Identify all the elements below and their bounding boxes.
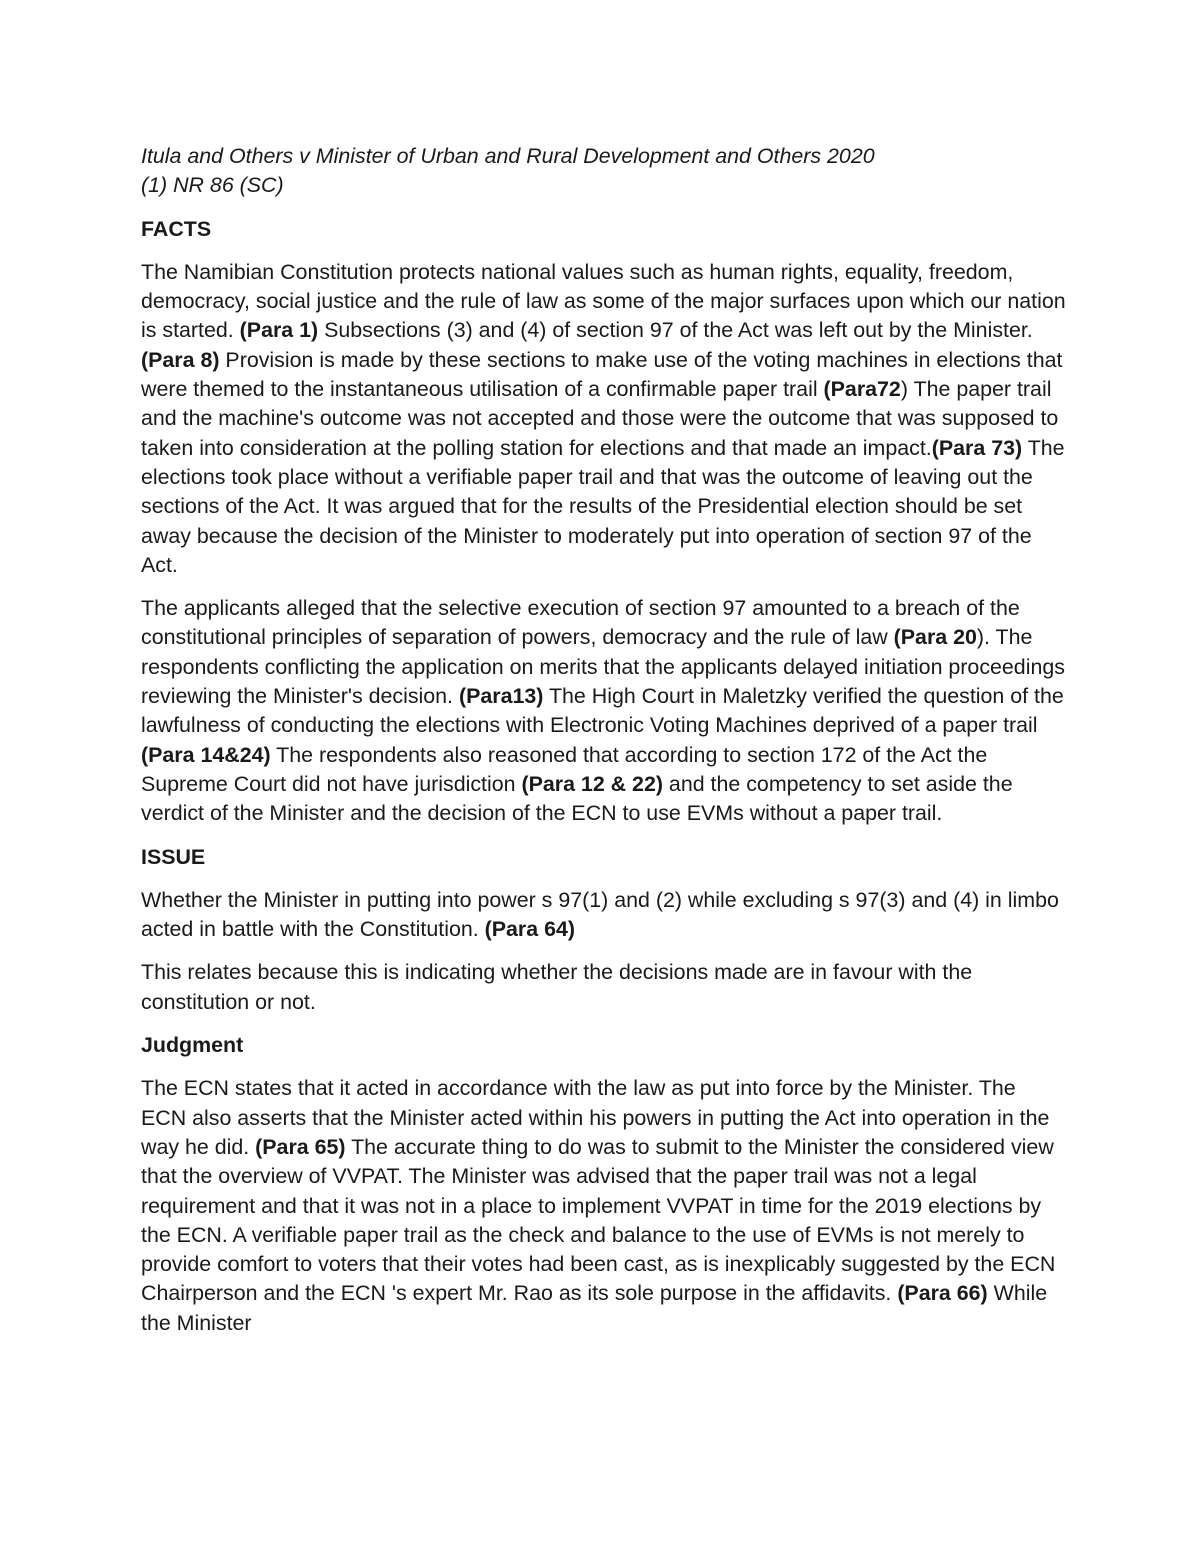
text-run: The Namibian Constitution protects national values such as human rights, equality, freedom, democracy, social justice and the rule of law as some of the major surfaces upon which our nation is started. — [141, 259, 1066, 343]
text-run: The ECN states that it acted in accordance with the law as put into force by the Minister. The ECN also asserts that the Minister acted within his powers in putting the Act into operation in the way he did. — [141, 1076, 1050, 1159]
para-reference: (Para 8) — [141, 347, 220, 372]
text-run: The respondents also reasoned that according to section 172 of the Act the Supreme Court did not have jurisdiction — [141, 742, 988, 796]
text-run: The elections took place without a verifiable paper trail and that was the outcome of leaving out the sections of the Act. It was argued that for the results of the Presidential election should be set away because the decision of the Minister to moderately put into operation of section 97 of the Act. — [141, 435, 1065, 577]
para-reference: (Para 64) — [484, 917, 576, 942]
case-citation-line-1: Itula and Others v Minister of Urban and Rural Development and Others 2020 — [141, 144, 875, 168]
issue-paragraph-2: This relates because this is indicating whether the decisions made are in favour with the constitution or not. — [141, 960, 973, 1014]
para-reference: (Para 66) — [897, 1281, 988, 1306]
para-reference: (Para 12 & 22) — [521, 771, 663, 796]
text-run: ) The paper trail and the machine's outcome was not accepted and those were the outcome that was supposed to taken into consideration at the polling station for elections and that made an impact. — [141, 377, 1059, 460]
case-citation — [141, 142, 1066, 201]
text-run: and the competency to set aside the verdict of the Minister and the decision of the ECN to use EVMs without a paper trail. — [141, 771, 1013, 826]
text-run: Provision is made by these sections to make use of the voting machines in elections that were themed to the instantaneous utilisation of a confirmable paper trail — [141, 347, 1063, 402]
text-run: ). The respondents conflicting the application on merits that the applicants delayed initiation proceedings reviewing the Minister's decision. — [141, 625, 1065, 709]
facts-paragraph-1 — [141, 258, 1066, 580]
facts-paragraph-2 — [141, 594, 1066, 828]
para-reference: (Para 73) — [931, 435, 1023, 460]
document-page — [141, 142, 1066, 1352]
issue-heading: ISSUE — [141, 844, 206, 869]
text-run: The High Court in Maletzky verified the question of the lawfulness of conducting the elections with Electronic Voting Machines deprived of a paper trail — [141, 684, 1064, 738]
text-run: Whether the Minister in putting into power s 97(1) and (2) while excluding s 97(3) and (4) in limbo acted in battle with the Constitution. — [141, 887, 1059, 942]
para-reference: (Para 14&24) — [141, 742, 271, 767]
para-reference: (Para 65) — [255, 1134, 346, 1159]
judgment-heading: Judgment — [141, 1033, 244, 1058]
text-run: The accurate thing to do was to submit to the Minister the considered view that the overview of VVPAT. The Minister was advised that the paper trail was not a legal requirement and that it was not in a place to implement VVPAT in time for the 2019 elections by the ECN. A verifiable paper trail as the check and balance to the use of EVMs is not merely to provide comfort to voters that their votes had been cast, as is inexplicably suggested by the ECN Chairperson and the ECN 's expert Mr. Rao as its sole purpose in the affidavits. — [141, 1134, 1056, 1306]
text-run: Subsections (3) and (4) of section 97 of the Act was left out by the Minister. — [318, 318, 1033, 343]
case-citation-line-2: (1) NR 86 (SC) — [141, 173, 284, 198]
issue-paragraph-1 — [141, 886, 1066, 945]
para-reference: (Para 20 — [893, 625, 977, 650]
text-run: While the Minister — [141, 1281, 1048, 1335]
para-reference: (Para 1) — [239, 318, 319, 343]
facts-heading: FACTS — [141, 216, 212, 241]
para-reference: (Para13) — [458, 684, 544, 709]
para-reference: (Para72 — [823, 377, 901, 402]
judgment-paragraph-1 — [141, 1074, 1066, 1338]
text-run: The applicants alleged that the selective execution of section 97 amounted to a breach of the constitutional principles of separation of powers, democracy and the rule of law — [141, 596, 1020, 650]
